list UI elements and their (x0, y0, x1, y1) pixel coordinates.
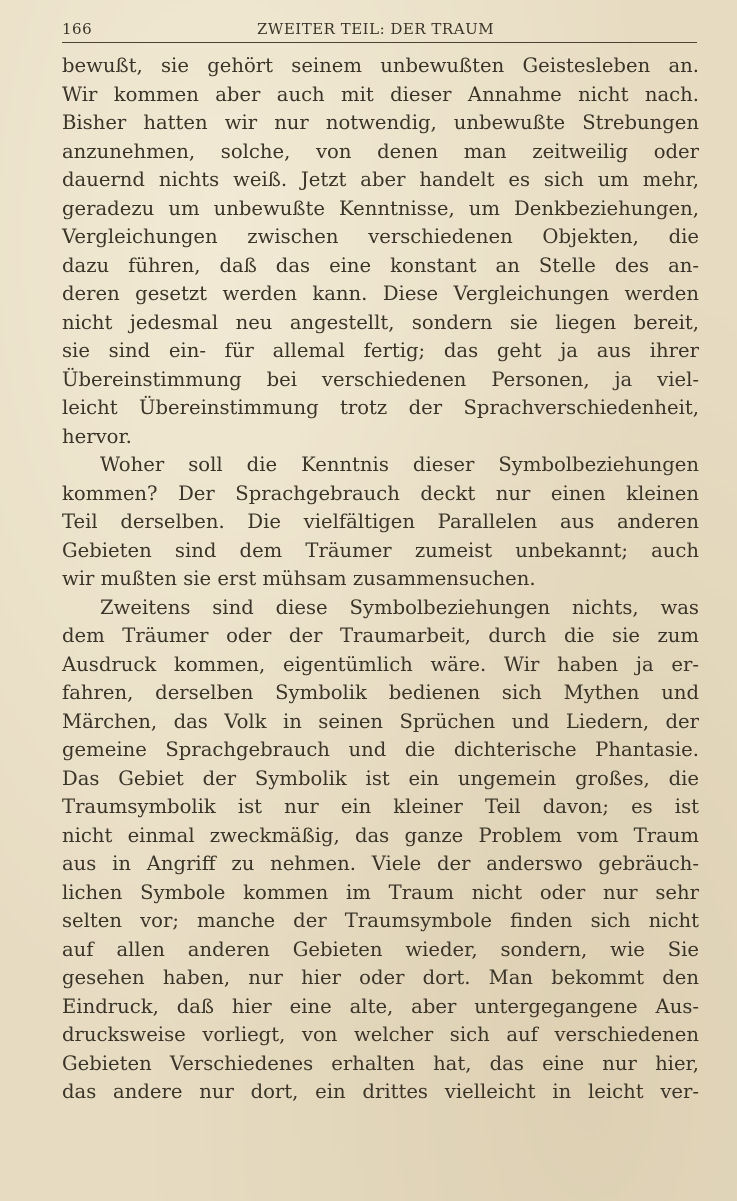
text-line: leicht Übereinstimmung trotz der Sprachverschiedenheit, (62, 396, 699, 419)
text-line: dazu führen, daß das eine konstant an Stelle des an- (62, 253, 699, 277)
running-title: ZWEITER TEIL: DER TRAUM (257, 20, 495, 38)
text-line: gemeine Sprachgebrauch und die dichterische Phantasie. (62, 738, 699, 761)
page-number: 166 (62, 20, 93, 38)
text-line: aus in Angriff zu nehmen. Viele der anderswo gebräuch- (62, 852, 699, 875)
text-line: Eindruck, daß hier eine alte, aber untergegangene Aus- (62, 994, 699, 1018)
text-line: nicht einmal zweckmäßig, das ganze Problem vom Traum (62, 823, 699, 847)
text-line: kommen? Der Sprachgebrauch deckt nur einen kleinen (62, 481, 699, 505)
paragraph-start-line: Woher soll die Kenntnis dieser Symbolbeziehungen (100, 453, 699, 476)
running-header (62, 20, 697, 43)
text-line: dauernd nichts weiß. Jetzt aber handelt es sich um mehr, (62, 168, 699, 191)
text-line: Ausdruck kommen, eigentümlich wäre. Wir haben ja er- (62, 652, 699, 676)
text-line: deren gesetzt werden kann. Diese Vergleichungen werden (62, 282, 699, 305)
text-line: sie sind ein- für allemal fertig; das geht ja aus ihrer (62, 339, 699, 362)
text-line: fahren, derselben Symbolik bedienen sich Mythen und (62, 681, 699, 704)
body-text (62, 52, 699, 1107)
paragraph-start-line: Zweitens sind diese Symbolbeziehungen nichts, was (100, 595, 699, 619)
text-line: anzunehmen, solche, von denen man zeitweilig oder (62, 139, 699, 163)
text-line: gesehen haben, nur hier oder dort. Man bekommt den (62, 966, 699, 989)
text-line: Bisher hatten wir nur notwendig, unbewußte Strebungen (62, 111, 699, 134)
text-line: Das Gebiet der Symbolik ist ein ungemein großes, die (62, 766, 699, 790)
text-line: das andere nur dort, ein drittes vielleicht in leicht ver- (62, 1080, 699, 1103)
text-line: Gebieten Verschiedenes erhalten hat, das eine nur hier, (62, 1051, 699, 1075)
text-line: Übereinstimmung bei verschiedenen Personen, ja viel- (62, 367, 699, 391)
paragraph-end-line: hervor. (62, 424, 132, 448)
text-line: Gebieten sind dem Träumer zumeist unbekannt; auch (62, 538, 699, 562)
text-line: Traumsymbolik ist nur ein kleiner Teil davon; es ist (62, 795, 699, 818)
text-line: Märchen, das Volk in seinen Sprüchen und Liedern, der (62, 709, 699, 733)
text-line: geradezu um unbewußte Kenntnisse, um Denkbeziehungen, (62, 196, 699, 220)
text-line: nicht jedesmal neu angestellt, sondern sie liegen bereit, (62, 310, 699, 334)
text-line: bewußt, sie gehört seinem unbewußten Geistesleben an. (62, 54, 699, 77)
text-line: drucksweise vorliegt, von welcher sich auf verschiedenen (62, 1023, 699, 1046)
paragraph-end-line: wir mußten sie erst mühsam zusammensuchen. (62, 567, 536, 590)
text-line: Teil derselben. Die vielfältigen Parallelen aus anderen (62, 510, 699, 533)
text-line: auf allen anderen Gebieten wieder, sondern, wie Sie (62, 937, 699, 961)
text-line: lichen Symbole kommen im Traum nicht oder nur sehr (62, 880, 699, 904)
text-line: selten vor; manche der Traumsymbole finden sich nicht (62, 909, 699, 932)
text-line: dem Träumer oder der Traumarbeit, durch die sie zum (62, 624, 699, 647)
text-line: Wir kommen aber auch mit dieser Annahme nicht nach. (62, 82, 699, 106)
text-line: Vergleichungen zwischen verschiedenen Objekten, die (62, 225, 699, 248)
